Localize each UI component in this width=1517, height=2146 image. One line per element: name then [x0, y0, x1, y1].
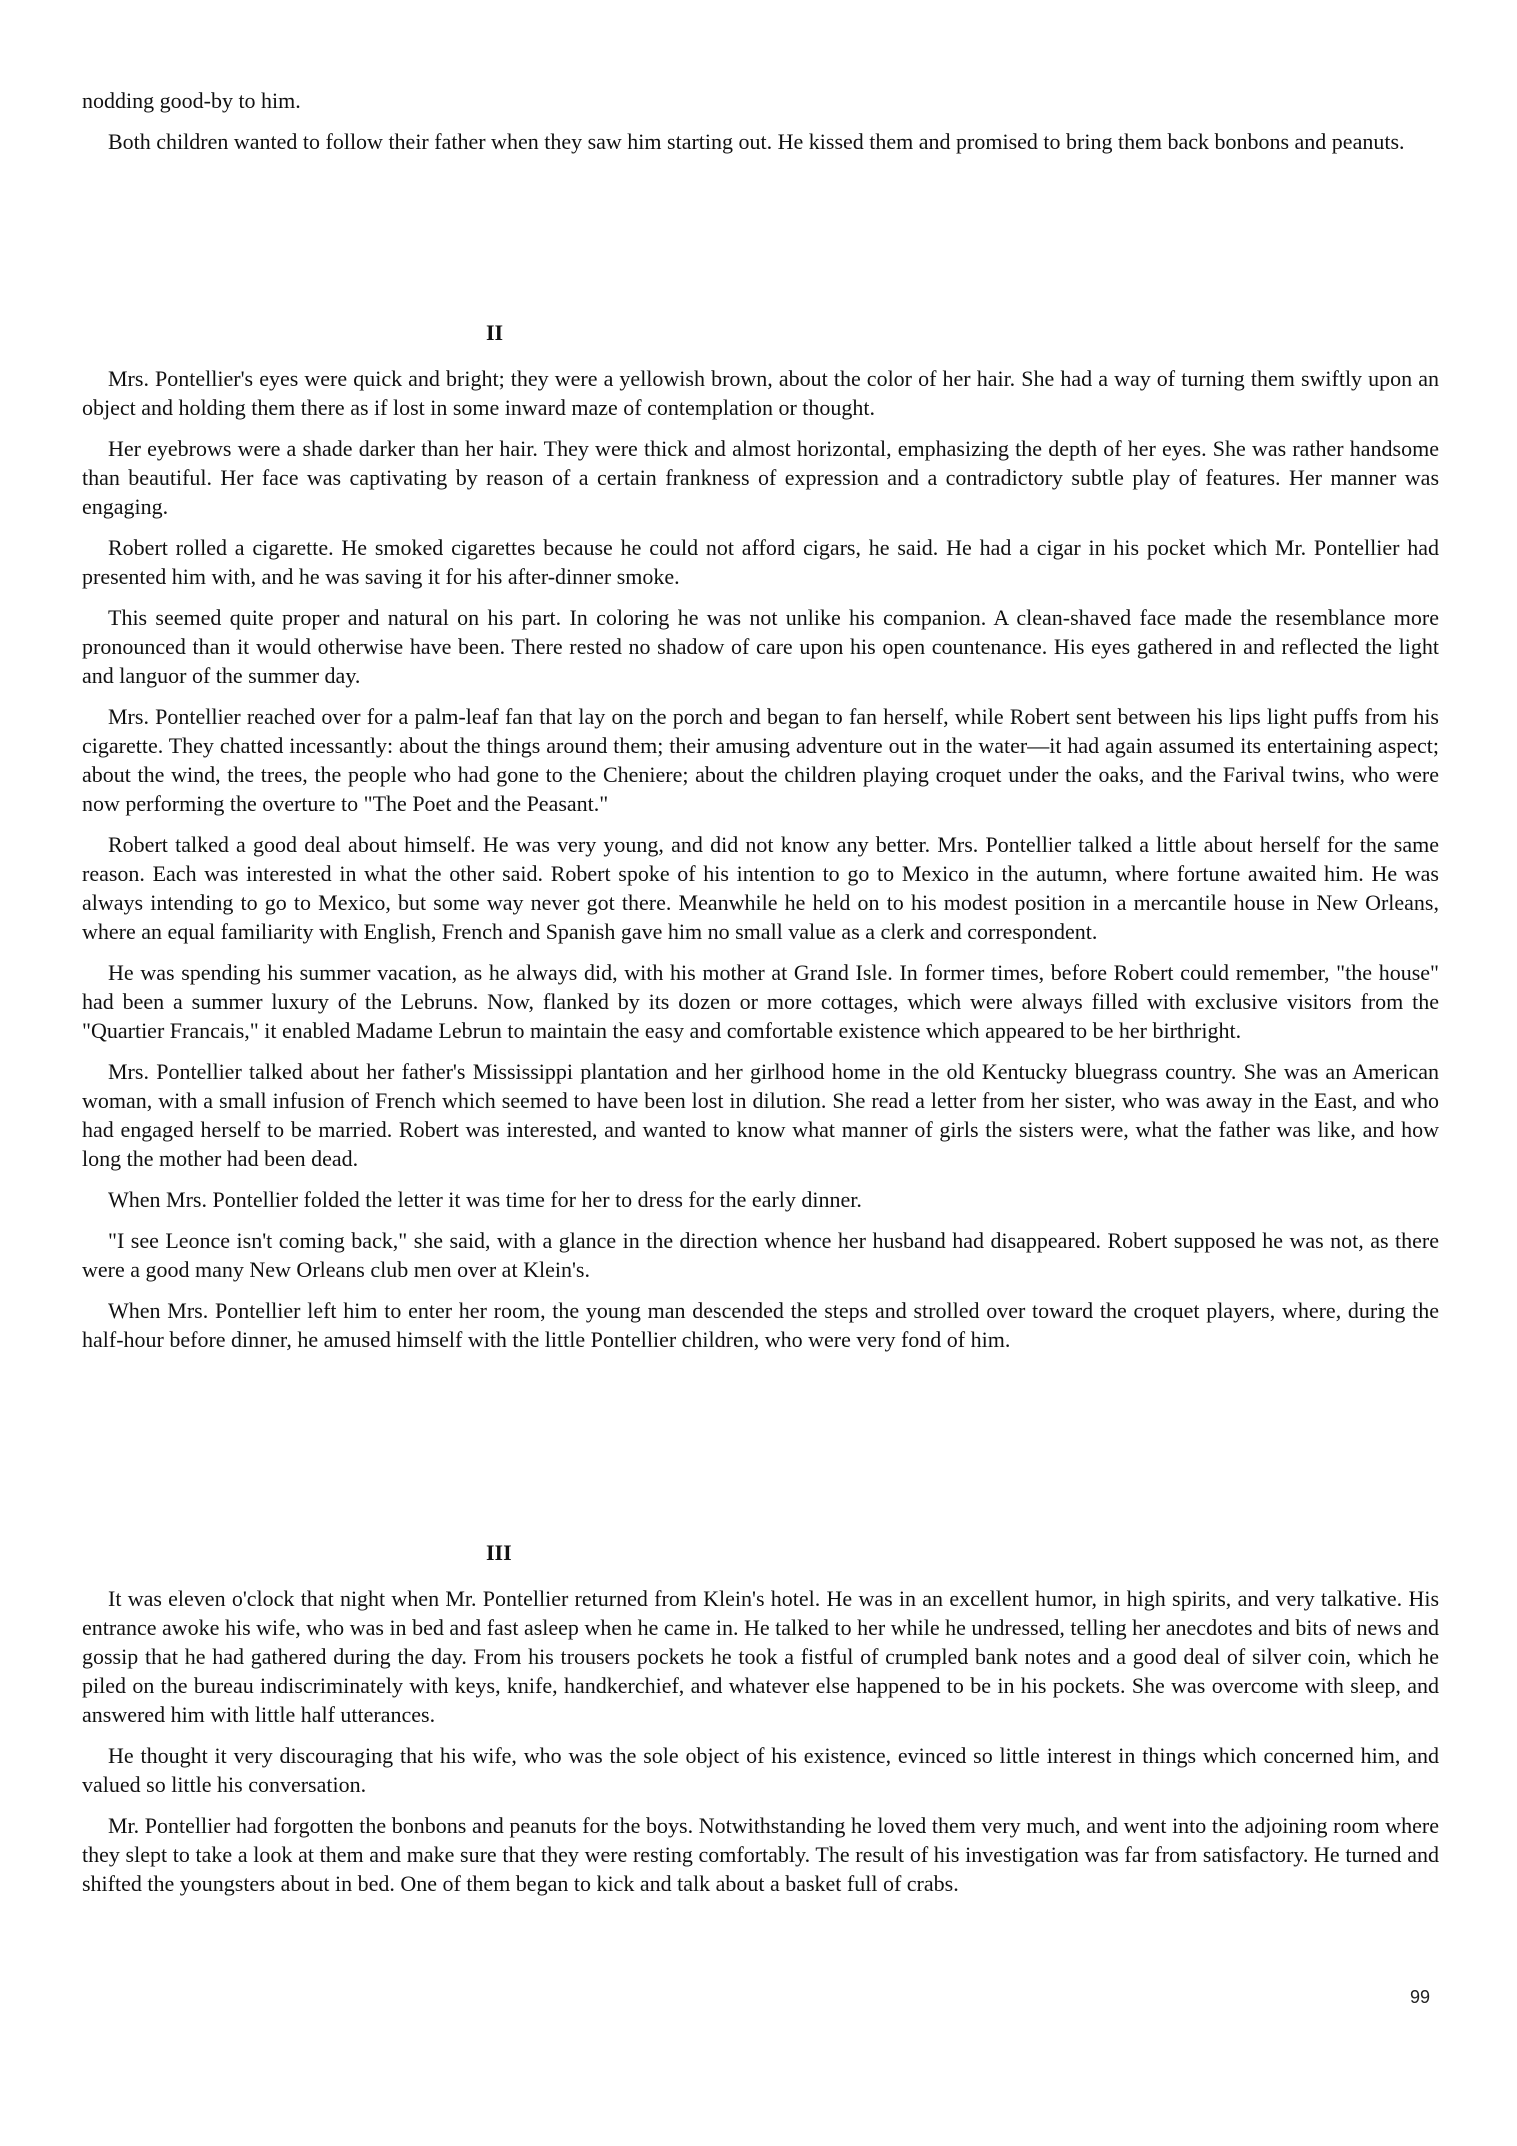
paragraph: He thought it very discouraging that his wife, who was the sole object of his existence, evinced so little interest in things which concerned him, and valued so little his conversation.	[82, 1743, 1439, 1797]
page-number: 99	[1410, 1987, 1431, 2007]
paragraph: When Mrs. Pontellier left him to enter her room, the young man descended the steps and strolled over toward the croquet players, where, during the half-hour before dinner, he amused himself with the little Pontellier children, who were very fond of him.	[82, 1298, 1439, 1352]
paragraph: This seemed quite proper and natural on his part. In coloring he was not unlike his companion. A clean-shaved face made the resemblance more pronounced than it would otherwise have been. There rested no shadow of care upon his open countenance. His eyes gathered in and reflected the light and languor of the summer day.	[82, 605, 1439, 688]
paragraph: "I see Leonce isn't coming back," she said, with a glance in the direction whence her husband had disappeared. Robert supposed he was not, as there were a good many New Orleans club men over at Klein's.	[82, 1228, 1439, 1282]
paragraph: Mrs. Pontellier talked about her father's Mississippi plantation and her girlhood home in the old Kentucky bluegrass country. She was an American woman, with a small infusion of French which seemed to have been lost in dilution. She read a letter from her sister, who was away in the East, and who had engaged herself to be married. Robert was interested, and wanted to know what manner of girls the sisters were, what the father was like, and how long the mother had been dead.	[82, 1059, 1439, 1171]
chapter-heading: II	[486, 320, 504, 345]
paragraph: Robert rolled a cigarette. He smoked cigarettes because he could not afford cigars, he said. He had a cigar in his pocket which Mr. Pontellier had presented him with, and he was saving it for his after-dinner smoke.	[82, 535, 1439, 589]
chapter-2-body	[82, 364, 1439, 1366]
paragraph: Mrs. Pontellier's eyes were quick and bright; they were a yellowish brown, about the color of her hair. She had a way of turning them swiftly upon an object and holding them there as if lost in some inward maze of contemplation or thought.	[82, 366, 1439, 420]
paragraph: Robert talked a good deal about himself. He was very young, and did not know any better. Mrs. Pontellier talked a little about herself for the same reason. Each was interested in what the other said. Robert spoke of his intention to go to Mexico in the autumn, where fortune awaited him. He was always intending to go to Mexico, but some way never got there. Meanwhile he held on to his modest position in a mercantile house in New Orleans, where an equal familiarity with English, French and Spanish gave him no small value as a clerk and correspondent.	[82, 832, 1439, 944]
chapter-heading: III	[486, 1540, 512, 1565]
chapter-3-body	[82, 1584, 1439, 1910]
paragraph: Her eyebrows were a shade darker than her hair. They were thick and almost horizontal, emphasizing the depth of her eyes. She was rather handsome than beautiful. Her face was captivating by reason of a certain frankness of expression and a contradictory subtle play of features. Her manner was engaging.	[82, 436, 1439, 519]
top-fragment-block	[82, 86, 1439, 168]
paragraph: Both children wanted to follow their father when they saw him starting out. He kissed them and promised to bring them back bonbons and peanuts.	[108, 129, 1405, 154]
paragraph: nodding good-by to him.	[82, 88, 301, 113]
paragraph: When Mrs. Pontellier folded the letter it was time for her to dress for the early dinner.	[108, 1187, 862, 1212]
paragraph: It was eleven o'clock that night when Mr. Pontellier returned from Klein's hotel. He was in an excellent humor, in high spirits, and very talkative. His entrance awoke his wife, who was in bed and fast asleep when he came in. He talked to her while he undressed, telling her anecdotes and bits of news and gossip that he had gathered during the day. From his trousers pockets he took a fistful of crumpled bank notes and a good deal of silver coin, which he piled on the bureau indiscriminately with keys, knife, handkerchief, and whatever else happened to be in his pockets. She was overcome with sleep, and answered him with little half utterances.	[82, 1586, 1439, 1727]
paragraph: Mrs. Pontellier reached over for a palm-leaf fan that lay on the porch and began to fan herself, while Robert sent between his lips light puffs from his cigarette. They chatted incessantly: about the things around them; their amusing adventure out in the water—it had again assumed its entertaining aspect; about the wind, the trees, the people who had gone to the Cheniere; about the children playing croquet under the oaks, and the Farival twins, who were now performing the overture to "The Poet and the Peasant."	[82, 704, 1439, 816]
paragraph: He was spending his summer vacation, as he always did, with his mother at Grand Isle. In former times, before Robert could remember, "the house" had been a summer luxury of the Lebruns. Now, flanked by its dozen or more cottages, which were always filled with exclusive visitors from the "Quartier Francais," it enabled Madame Lebrun to maintain the easy and comfortable existence which appeared to be her birthright.	[82, 960, 1439, 1043]
paragraph: Mr. Pontellier had forgotten the bonbons and peanuts for the boys. Notwithstanding he loved them very much, and went into the adjoining room where they slept to take a look at them and make sure that they were resting comfortably. The result of his investigation was far from satisfactory. He turned and shifted the youngsters about in bed. One of them began to kick and talk about a basket full of crabs.	[82, 1813, 1439, 1896]
